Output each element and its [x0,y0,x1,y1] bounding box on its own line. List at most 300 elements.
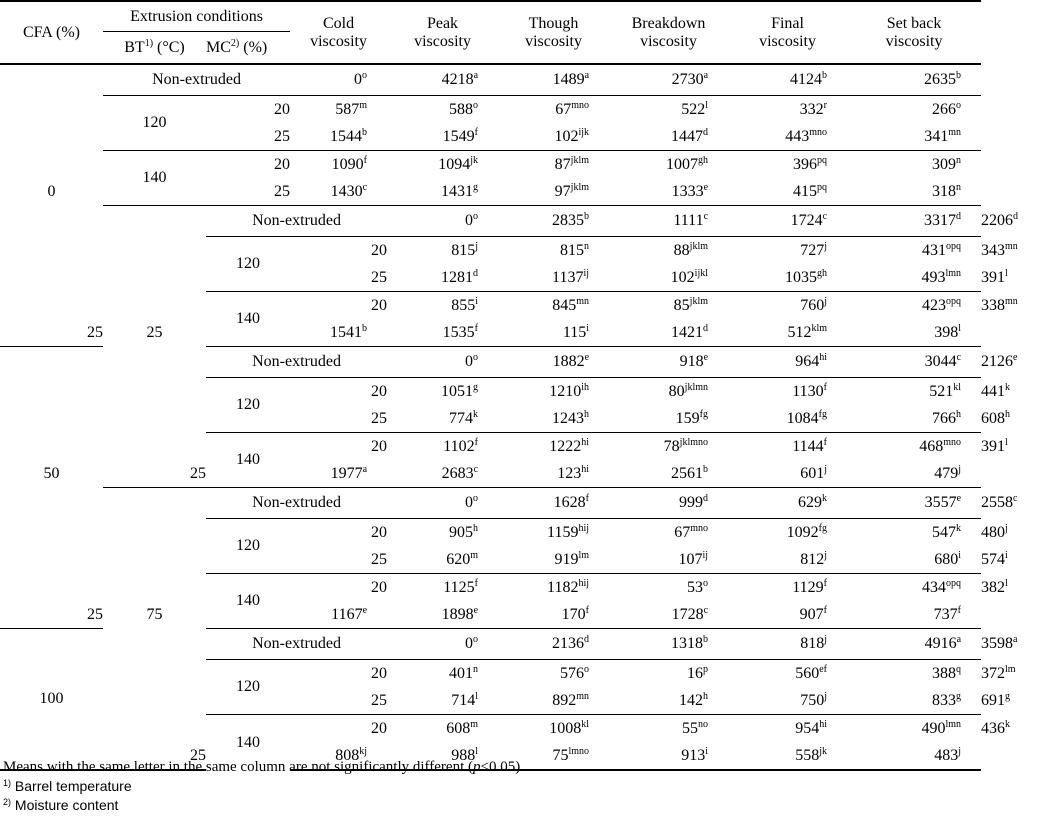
cell-value: 170 [561,605,586,623]
cell-though [609,519,728,547]
cell-final [847,405,981,433]
cell-value: 1182 [547,578,579,596]
cell-though [609,347,728,378]
mc-value: 25 [87,323,103,341]
cell-value: 1489 [552,71,585,88]
cell-value: 620 [446,550,471,568]
header-bt: BT$^{1)}$ (°C) [124,37,185,56]
cell-breakdown [609,64,728,96]
cell-value: 1130 [792,382,824,400]
cell-letter: h [956,408,962,420]
cell-letter: c [703,604,709,616]
cell-peak [387,460,498,488]
cell-value: 587 [335,100,360,118]
cell-letter: l [475,745,479,757]
mc-value: 25 [274,127,291,145]
cell-letter: d [584,634,590,645]
cell-letter: n [584,240,590,252]
cell-letter: lmn [945,718,962,730]
cell-value: 441 [981,382,1006,400]
cell-letter: i [705,745,709,757]
cell-breakdown [609,319,728,347]
cell-value: 1431 [441,182,474,200]
cell-value: 1430 [330,182,363,200]
cell-letter: c [956,352,962,363]
cell-value: 608 [446,719,471,737]
cell-value: 1628 [553,494,586,511]
bt-value: 140 [206,715,290,771]
cell-value: 547 [932,523,957,541]
cell-letter: e [473,604,479,616]
cell-value: 808 [335,746,360,764]
cell-letter: mn [948,126,962,138]
cell-value: 102 [670,268,695,286]
bt-value: 120 [206,237,290,292]
cell-letter: n [473,663,479,675]
cell-value: 905 [449,523,474,541]
cell-letter: kl [953,381,962,393]
cell-value: 1210 [549,382,582,400]
cell-value: 372 [981,664,1006,682]
cell-letter: e [703,352,709,363]
cell-value: 918 [679,353,704,370]
cell-letter: o [473,493,479,504]
cell-value: 391 [981,437,1006,455]
mc-value: 20 [290,237,387,265]
cell-value: 760 [800,296,825,314]
header-though-viscosity: Though viscosity [525,14,582,50]
table-row [0,206,981,237]
cell-though [498,178,609,206]
cell-peak [498,378,609,406]
cell-value: 608 [981,409,1006,427]
cell-letter: l [475,690,479,702]
cell-letter: j [824,549,828,561]
cell-value: 1007 [666,155,699,173]
cell-value: 691 [981,691,1006,709]
cell-breakdown [728,292,847,320]
cell-value: 85 [673,296,690,314]
mc-value: 20 [290,715,387,743]
cell-value: 398 [934,323,959,341]
cell-letter: j [824,634,828,645]
cell-value: 1549 [442,127,475,145]
cell-letter: f [585,493,590,504]
cell-value: 1084 [786,409,819,427]
cell-value: 75 [552,746,569,764]
cell-value: 1167 [331,605,363,623]
cell-final [847,206,981,237]
cell-value: 815 [451,241,476,259]
cell-though [498,319,609,347]
cell-breakdown [728,574,847,602]
bt-value: 120 [103,96,206,151]
cell-value: 1222 [549,437,582,455]
cell-cold [290,178,387,206]
cell-final [847,715,981,743]
cell-peak [498,433,609,461]
cell-value: 601 [800,464,825,482]
cell-peak [498,292,609,320]
cell-letter: c [822,211,828,222]
cell-letter: mn [576,295,590,307]
cell-letter: i [1005,549,1008,561]
cell-value: 3598 [981,635,1014,652]
mc-value: 25 [190,464,206,482]
cell-value: 2730 [671,71,704,88]
cell-final [728,96,847,124]
cell-letter: o [473,634,479,645]
table-notes [3,758,524,815]
cell-final [847,378,981,406]
cell-letter: o [473,211,479,222]
table-body [0,64,1019,770]
cell-value: 907 [799,605,824,623]
cell-breakdown [728,206,847,237]
cell-letter: f [823,381,828,393]
cell-letter: ijkl [694,267,709,279]
cell-value: 1541 [330,323,363,341]
cell-peak [498,519,609,547]
cell-cold [387,519,498,547]
cell-value: 1129 [792,578,824,596]
cell-value: 391 [981,268,1006,286]
cell-cold [387,433,498,461]
cell-value: 123 [557,464,582,482]
bt-value: 140 [206,574,290,629]
cell-letter: e [703,181,709,193]
cell-value: 388 [932,664,957,682]
cell-letter: gh [698,154,709,166]
cell-value: 1318 [671,635,704,652]
cell-value: 2206 [981,212,1014,229]
cell-value: 1159 [547,523,579,541]
cell-though [498,460,609,488]
cell-letter: d [956,211,962,222]
cell-value: 818 [800,635,825,652]
cell-value: 2558 [981,494,1014,511]
cell-value: 576 [560,664,585,682]
cell-letter: ef [819,663,828,675]
cell-letter: lm [1005,663,1016,675]
cell-letter: d [1013,211,1019,222]
mc-value: 20 [206,96,290,124]
cell-though [609,378,728,406]
cell-value: 1447 [671,127,704,145]
cell-letter: f [823,577,828,589]
cell-letter: g [956,690,962,702]
cell-setback [847,742,981,770]
cell-peak [498,347,609,378]
cell-cold [387,347,498,378]
mc-value: 25 [371,268,388,286]
cell-letter: o [473,352,479,363]
bt-value: 140 [206,433,290,488]
cell-letter: l [1005,436,1008,448]
cell-letter: b [703,463,709,475]
cell-final [728,601,847,629]
cell-letter: m [470,718,479,730]
cell-letter: j [958,745,962,757]
cell-peak [387,151,498,179]
cell-letter: mn [576,690,590,702]
cell-letter: pq [817,154,828,166]
cell-letter: f [585,604,590,616]
cell-letter: f [957,604,962,616]
header-setback-viscosity: Set back viscosity [885,14,943,50]
cell-letter: lmno [568,745,590,757]
cell-letter: a [584,70,590,81]
cell-value: 774 [449,409,474,427]
cell-value: 3317 [924,212,957,229]
cell-letter: c [473,463,479,475]
cell-value: 480 [981,523,1006,541]
cell-value: 115 [562,323,587,341]
cell-letter: jklm [570,181,590,193]
non-extruded-label: Non-extruded [206,347,387,378]
cell-letter: mn [1005,240,1018,252]
mc-value: 20 [290,292,387,320]
cell-though [609,488,728,519]
cell-letter: o [956,99,962,111]
cell-letter: d [703,126,709,138]
cell-letter: c [703,211,709,222]
cell-setback [847,178,981,206]
cell-value: 102 [554,127,579,145]
cfa-value: 25 [103,206,206,461]
cell-letter: hi [581,463,590,475]
cell-value: 1882 [552,353,585,370]
cell-letter: i [958,549,962,561]
cell-letter: fg [818,522,828,534]
cell-value: 436 [981,719,1006,737]
cell-value: 4218 [441,71,474,88]
cell-value: 396 [793,155,818,173]
cell-final [847,574,981,602]
cell-cold [290,96,387,124]
cell-though [609,715,728,743]
cell-peak [387,319,498,347]
cell-value: 964 [795,353,820,370]
cell-value: 159 [675,409,700,427]
cell-value: 0 [465,212,474,229]
cell-breakdown [728,519,847,547]
mc-value: 25 [371,550,388,568]
cell-peak [498,206,609,237]
cell-value: 2835 [552,212,585,229]
cell-cold [387,660,498,688]
cell-cold [290,123,387,151]
table-row [0,151,981,179]
cell-value: 766 [932,409,957,427]
mc-value: 25 [87,605,103,623]
header-peak-viscosity: Peak viscosity [414,14,471,50]
cell-value: 67 [674,523,691,541]
cell-letter: mno [943,436,962,448]
cell-value: 560 [795,664,820,682]
cell-letter: lm [578,549,590,561]
cell-peak [498,687,609,715]
cfa-value: 75 [103,488,206,743]
cell-value: 629 [798,494,823,511]
cell-value: 2136 [552,635,585,652]
mc-value: 20 [290,433,387,461]
cell-value: 1544 [330,127,363,145]
cell-value: 812 [800,550,825,568]
cell-peak [498,237,609,265]
cell-letter: hi [819,352,828,363]
cell-final [847,292,981,320]
cell-letter: n [956,181,962,193]
table-row [0,96,981,124]
cell-breakdown [609,601,728,629]
cell-value: 1898 [441,605,474,623]
cell-value: 88 [673,241,690,259]
cell-letter: jklm [570,154,590,166]
cell-value: 53 [687,578,704,596]
cell-letter: lmn [945,267,962,279]
cell-value: 332 [799,100,824,118]
cell-cold [387,715,498,743]
cell-value: 512 [787,323,812,341]
cell-though [609,629,728,660]
cell-letter: opq [946,295,962,307]
cell-value: 2561 [671,464,704,482]
cell-though [609,687,728,715]
cell-letter: a [703,70,709,81]
cell-breakdown [728,715,847,743]
cell-value: 4124 [790,71,823,88]
cell-cold [290,460,387,488]
cell-value: 588 [449,100,474,118]
cell-value: 415 [793,182,818,200]
cell-breakdown [609,123,728,151]
cell-final [728,460,847,488]
cell-letter: pq [817,181,828,193]
cell-letter: a [956,634,962,645]
cell-final [847,347,981,378]
cell-value: 1008 [549,719,582,737]
cell-letter: l [1005,267,1008,279]
significance-note: Means with the same letter in the same column are not significantly different (p<0.05). [3,759,524,775]
cell-value: 493 [921,268,946,286]
cell-letter: ij [583,267,590,279]
cell-value: 522 [681,100,706,118]
cell-letter: o [362,70,368,81]
cell-breakdown [609,151,728,179]
cell-cold [387,292,498,320]
cell-value: 4916 [924,635,957,652]
cell-letter: j [824,690,828,702]
cell-value: 1333 [671,182,704,200]
header-breakdown-viscosity: Breakdown viscosity [631,14,706,50]
header-cfa: CFA (%) [22,23,81,41]
mc-value: 25 [274,182,291,200]
cell-peak [498,405,609,433]
cell-letter: o [584,663,590,675]
cell-value: 999 [679,494,704,511]
cell-letter: mno [690,522,709,534]
header-row-1 [0,1,981,32]
cell-value: 737 [933,605,958,623]
cell-cold [387,405,498,433]
cell-letter: klm [811,322,828,334]
cell-letter: k [1005,718,1011,730]
cell-value: 382 [981,578,1006,596]
cell-peak [498,546,609,574]
cell-letter: e [1013,352,1018,363]
cell-letter: f [474,322,479,334]
non-extruded-label: Non-extruded [152,71,241,88]
cell-peak [498,574,609,602]
header-mc: MC$^{2)}$ (%) [206,37,268,56]
cell-letter: q [956,663,962,675]
cell-letter: mn [1005,295,1018,307]
cell-value: 55 [682,719,699,737]
header-extrusion-conditions: Extrusion conditions [103,1,290,32]
cell-value: 0 [354,71,363,88]
cell-value: 80 [668,382,685,400]
cell-letter: kl [581,718,590,730]
mc-value: 20 [290,660,387,688]
cell-letter: d [703,322,709,334]
cell-breakdown [728,378,847,406]
cell-value: 855 [451,296,476,314]
cell-value: 574 [981,550,1006,568]
cell-breakdown [609,178,728,206]
cell-value: 714 [451,691,476,709]
cell-value: 1728 [671,605,704,623]
cell-value: 750 [800,691,825,709]
cell-letter: e [362,604,368,616]
cell-peak [498,629,609,660]
cell-value: 919 [554,550,579,568]
cell-value: 423 [922,296,947,314]
bt-value: 120 [206,660,290,715]
cell-setback [847,151,981,179]
cell-setback [847,319,981,347]
bt-value: 140 [206,292,290,347]
cell-letter: d [703,493,709,504]
cell-letter: o [703,577,709,589]
cell-letter: c [1013,493,1018,504]
cell-letter: f [474,577,479,589]
cell-though [609,546,728,574]
cell-final [728,319,847,347]
cell-final [728,742,847,770]
cell-value: 1111 [673,212,704,229]
cell-final [847,660,981,688]
cell-letter: m [359,99,368,111]
non-extruded-label: Non-extruded [206,488,387,519]
cell-letter: h [473,522,479,534]
cell-peak [387,123,498,151]
cell-letter: gh [817,267,828,279]
cell-breakdown [728,546,847,574]
non-extruded-label: Non-extruded [206,206,387,237]
cell-letter: mno [809,126,828,138]
cell-letter: f [363,154,368,166]
cell-value: 107 [678,550,703,568]
cell-value: 1102 [443,437,475,455]
cell-letter: g [473,381,479,393]
cell-value: 3044 [924,353,957,370]
cell-letter: no [698,718,709,730]
non-extruded-label: Non-extruded [206,629,387,660]
cell-final [847,264,981,292]
cell-value: 680 [934,550,959,568]
cell-though [609,292,728,320]
